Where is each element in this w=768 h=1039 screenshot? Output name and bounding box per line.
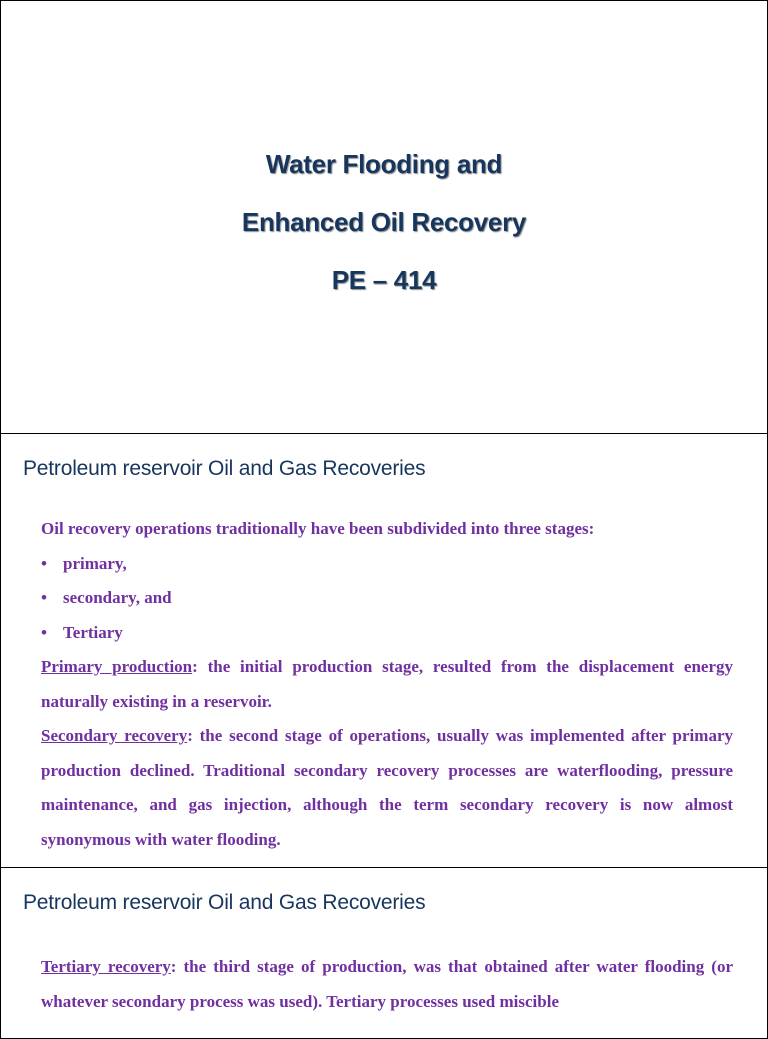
secondary-recovery-term: Secondary recovery	[41, 726, 188, 745]
primary-production-paragraph	[41, 650, 733, 719]
bullet-text: secondary, and	[63, 588, 172, 607]
bullet-item	[41, 616, 733, 651]
primary-production-definition: : the initial production stage, resulted from the displacement energy naturally existing in a reservoir.	[41, 657, 733, 711]
cover-title-line-2: Enhanced Oil Recovery	[241, 207, 527, 237]
bullet-icon: •	[41, 553, 47, 573]
bullet-icon: •	[41, 622, 47, 642]
cover-course-code: PE – 414	[331, 265, 437, 295]
bullet-text: Tertiary	[63, 622, 123, 642]
secondary-recovery-paragraph	[41, 719, 733, 857]
bullet-item	[41, 581, 733, 616]
slide-1	[0, 0, 768, 434]
tertiary-recovery-term: Tertiary recovery	[41, 957, 171, 976]
intro-text: Oil recovery operations traditionally have been subdivided into three stages:	[41, 519, 595, 538]
primary-production-term: Primary production	[41, 657, 193, 676]
bullet-item	[41, 547, 733, 582]
tertiary-recovery-definition: : the third stage of production, was that obtained after water flooding (or whatever secondary process was used). Tertiary processes used miscible	[41, 957, 733, 1011]
slide-2	[0, 433, 768, 868]
slide-title: Petroleum reservoir Oil and Gas Recoveries	[23, 457, 426, 480]
slide-3	[0, 867, 768, 1039]
bullet-icon: •	[41, 588, 47, 607]
slide-body	[41, 950, 733, 1019]
bullet-text: primary,	[63, 553, 127, 573]
slide-body	[41, 512, 733, 857]
secondary-recovery-definition: : the second stage of operations, usually was implemented after primary production declined. Traditional secondary recovery processes are waterflooding, pressure maintenance, and gas injection, although the term secondary recovery is now almost synonymous with water flooding.	[41, 726, 733, 849]
cover-title-line-1: Water Flooding and	[265, 149, 503, 179]
slide-title: Petroleum reservoir Oil and Gas Recoveries	[23, 891, 426, 914]
tertiary-recovery-paragraph	[41, 950, 733, 1019]
